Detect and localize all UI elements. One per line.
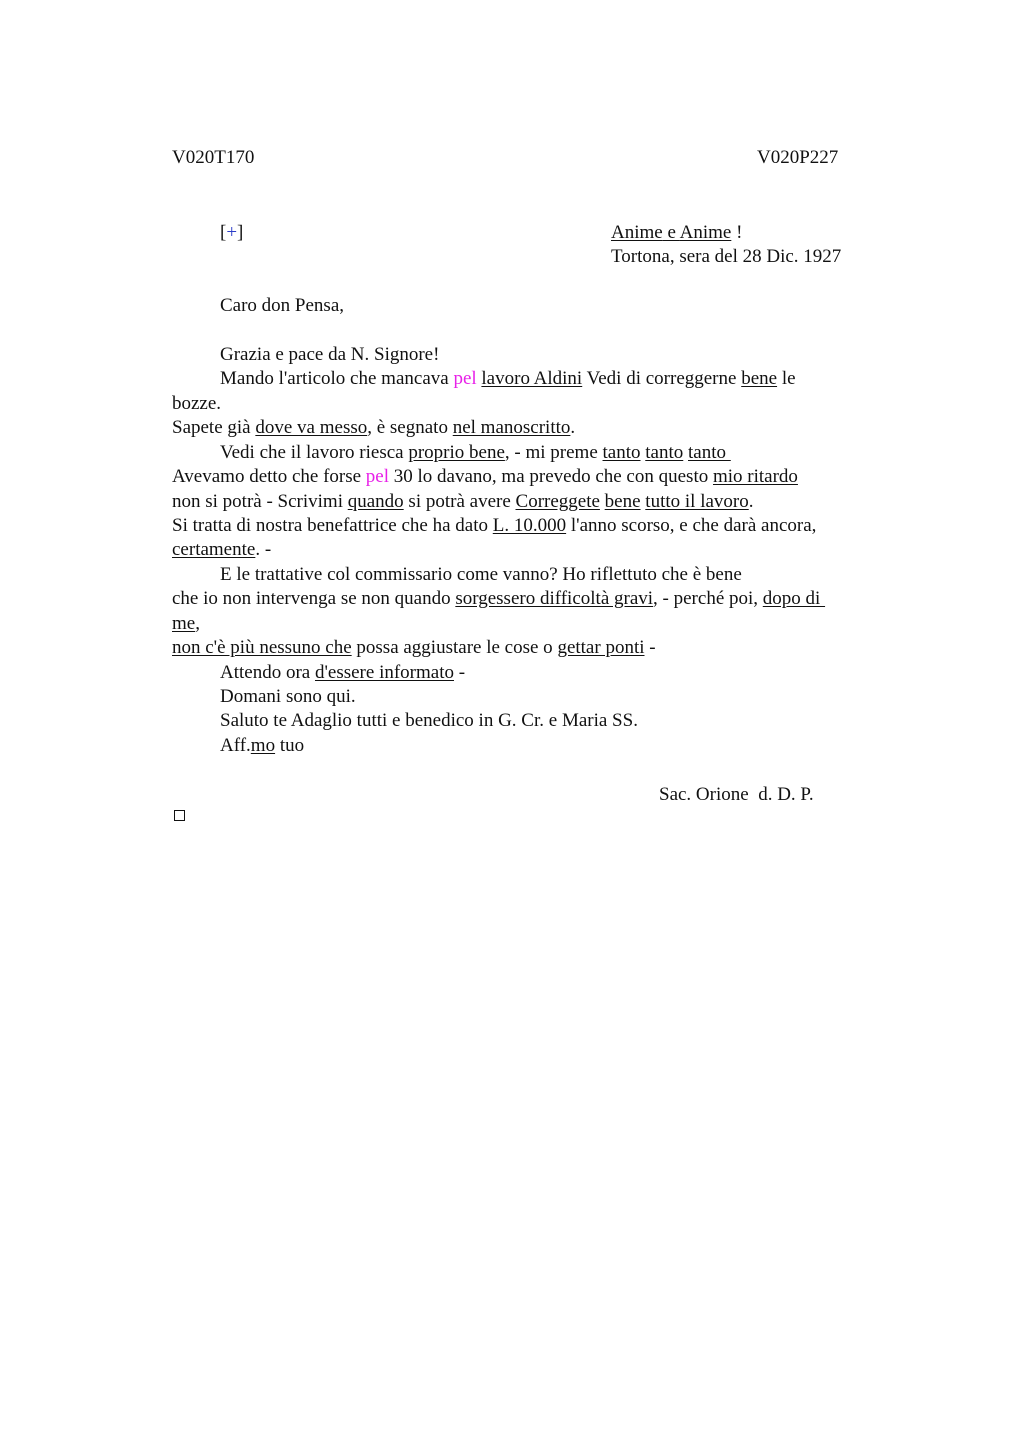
text-segment: , - perché poi, [653, 588, 763, 609]
text-segment: Si tratta di nostra benefattrice che ha dato [172, 515, 493, 536]
body-line-2 [220, 367, 796, 391]
underlined-text: mo [250, 735, 276, 756]
body-line-13 [172, 636, 656, 660]
underlined-text: me [172, 613, 196, 634]
text-segment: tuo [275, 735, 305, 756]
text-segment: Aff. [220, 735, 251, 756]
text-segment: - [644, 637, 656, 658]
body-line-4 [172, 416, 575, 440]
body-line-1: Grazia e pace da N. Signore! [220, 344, 440, 365]
text-segment: , è segnato [367, 417, 453, 438]
highlighted-word: pel [365, 466, 390, 487]
header-right-code: V020P227 [757, 147, 839, 168]
title-part-1: Anime [611, 222, 663, 243]
body-line-7 [172, 490, 753, 514]
text-segment: che io non intervenga se non quando [172, 588, 456, 609]
body-line-3 [172, 392, 221, 416]
body-line-14 [220, 661, 465, 685]
signature: Sac. Orione d. D. P. [659, 784, 814, 805]
body-line-10 [220, 563, 742, 587]
underlined-text: quando [347, 491, 404, 512]
body-line-9 [172, 538, 271, 562]
text-segment: , [195, 613, 200, 634]
underlined-text: gettar ponti [557, 637, 645, 658]
body-line-12 [172, 612, 200, 636]
underlined-text: d'essere informato [314, 662, 454, 683]
underlined-text: lavoro Aldini [481, 368, 583, 389]
underlined-text: dopo di [762, 588, 826, 609]
title-part-3: Anime [679, 222, 732, 243]
checkbox-icon [174, 810, 185, 821]
underlined-text: tutto il lavoro [645, 491, 749, 512]
title-exclamation: ! [731, 222, 743, 243]
underlined-text: certamente [172, 539, 256, 560]
underlined-text: tanto [602, 442, 641, 463]
text-segment: Sapete già [172, 417, 256, 438]
body-line-11 [172, 587, 825, 611]
underlined-text: proprio bene [408, 442, 505, 463]
title-part-2: e [662, 222, 680, 243]
text-segment: Attendo ora [220, 662, 315, 683]
text-segment: si potrà avere [403, 491, 516, 512]
underlined-text: Correggete [515, 491, 600, 512]
text-segment: l'anno scorso, e che darà ancora, [566, 515, 817, 536]
underlined-text: nel manoscritto [452, 417, 571, 438]
text-segment: E le trattative col commissario come vanno? Ho riflettuto che è bene [220, 564, 742, 585]
body-line-8 [172, 514, 816, 538]
underlined-text: tanto [688, 442, 731, 463]
text-segment: Vedi che il lavoro riesca [220, 442, 409, 463]
underlined-text: sorgessero difficoltà gravi [455, 588, 654, 609]
plus-marker [220, 221, 243, 245]
text-segment: Avevamo detto che forse [172, 466, 366, 487]
plus-icon: + [226, 222, 238, 243]
underlined-text: tanto [645, 442, 684, 463]
text-segment: . [570, 417, 576, 438]
letter-title [611, 221, 742, 245]
underlined-text: bene [741, 368, 778, 389]
text-segment: le [777, 368, 796, 389]
place-date: Tortona, sera del 28 Dic. 1927 [611, 246, 842, 267]
text-segment: . [748, 491, 754, 512]
text-segment: possa aggiustare le cose o [351, 637, 558, 658]
text-segment: non si potrà - Scrivimi [172, 491, 348, 512]
highlighted-word: pel [453, 368, 477, 389]
marker-open-bracket: [ [220, 222, 227, 243]
underlined-text: mio ritardo [712, 466, 798, 487]
text-segment: . - [255, 539, 272, 560]
text-segment: bozze. [172, 393, 222, 414]
underlined-text: L. 10.000 [492, 515, 567, 536]
body-line-17 [220, 734, 304, 758]
text-segment: 30 lo davano, ma prevedo che con questo [389, 466, 713, 487]
underlined-text: bene [604, 491, 641, 512]
marker-close-bracket: ] [237, 222, 244, 243]
body-line-6 [172, 465, 798, 489]
underlined-text: dove va messo [255, 417, 368, 438]
underlined-text: non c'è più nessuno che [172, 637, 352, 658]
body-line-16: Saluto te Adaglio tutti e benedico in G. Cr. e Maria SS. [220, 710, 638, 731]
salutation: Caro don Pensa, [220, 295, 345, 316]
body-line-15: Domani sono qui. [220, 686, 356, 707]
body-line-5 [220, 441, 731, 465]
header-left-code: V020T170 [172, 147, 255, 168]
text-segment: Mando l'articolo che mancava [220, 368, 454, 389]
text-segment: , - mi preme [504, 442, 603, 463]
text-segment: - [454, 662, 466, 683]
text-segment: Vedi di correggerne [582, 368, 742, 389]
